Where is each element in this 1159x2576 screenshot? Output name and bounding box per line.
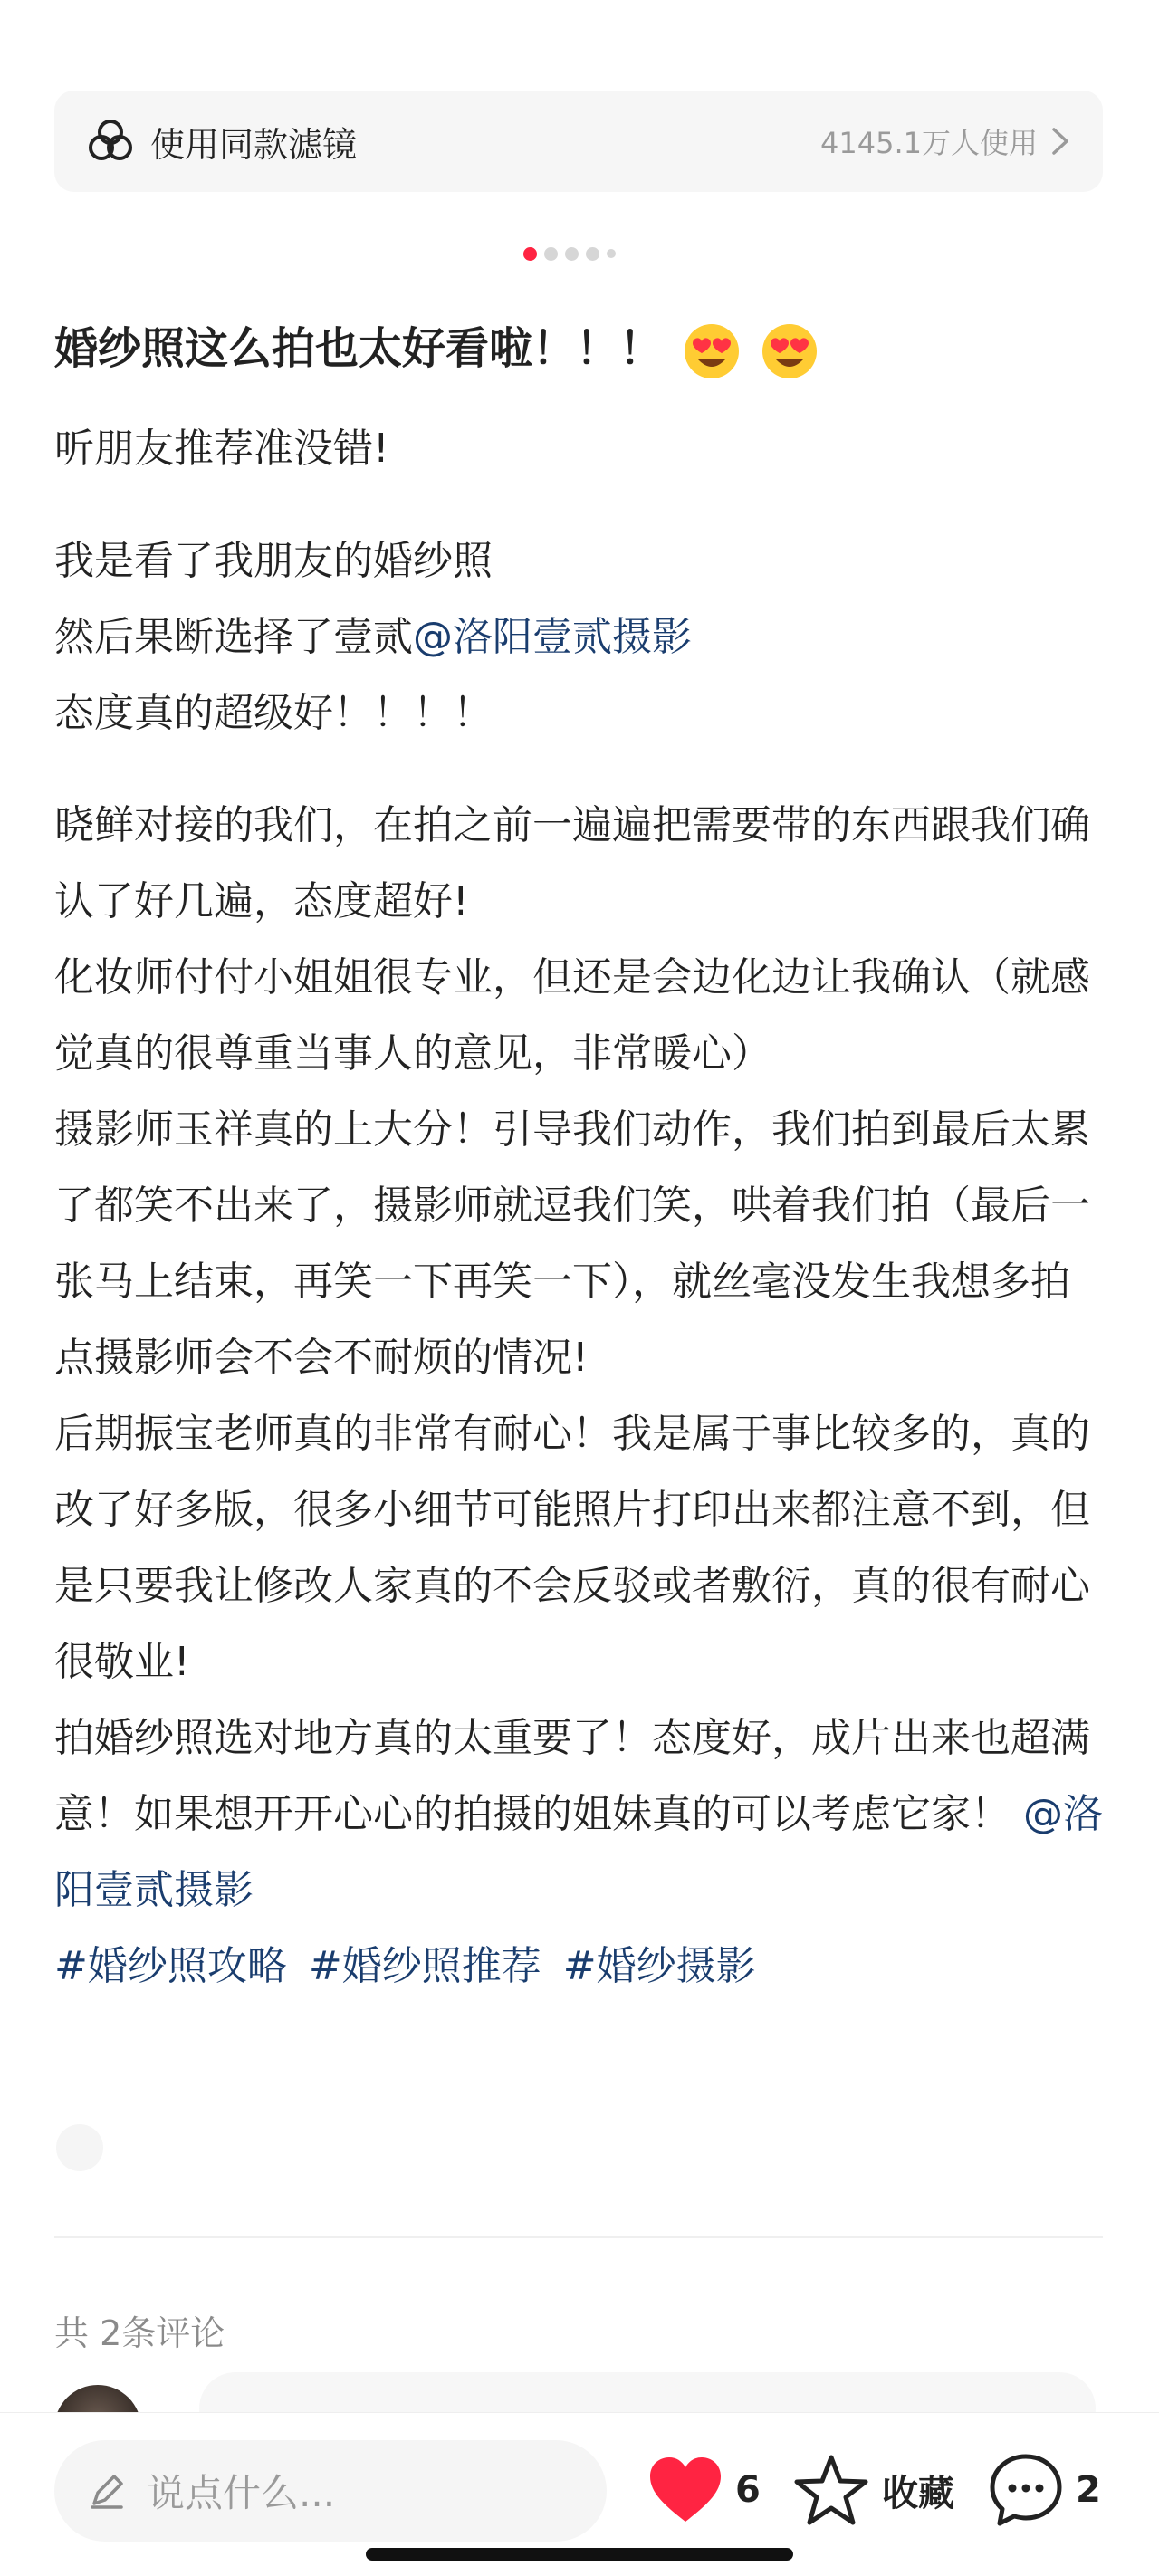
mention-link[interactable]: @洛阳壹贰摄影 — [413, 614, 692, 660]
faded-placeholder — [56, 2124, 103, 2171]
comment-input-placeholder: 说点什么... — [147, 2471, 336, 2515]
favorite-label: 收藏 — [882, 2472, 954, 2514]
post-paragraph-line — [54, 599, 1105, 675]
post-paragraph-line: 我是看了我朋友的婚纱照 — [54, 538, 493, 584]
post-paragraph: 化妆师付付小姐姐很专业，但还是会边化边让我确认（就感觉真的很尊重当事人的意见，非常暖心） — [54, 954, 1090, 1077]
pencil-icon — [85, 2469, 129, 2513]
divider — [54, 2236, 1103, 2238]
heart-eyes-emoji-icon — [760, 321, 819, 381]
star-icon — [793, 2452, 869, 2528]
comment-count-label: 共 2条评论 — [54, 2313, 225, 2353]
hashtag-row — [54, 1929, 1105, 2005]
same-filter-bar[interactable] — [54, 91, 1103, 192]
heart-icon — [647, 2455, 724, 2525]
carousel-dot — [565, 247, 579, 261]
hashtag-link[interactable]: #婚纱摄影 — [562, 1943, 756, 1989]
post-paragraph-line: 态度真的超级好！！！！ — [54, 690, 493, 736]
comment-count: 2 — [1076, 2469, 1101, 2511]
heart-eyes-emoji-icon — [682, 321, 742, 381]
hashtag-link[interactable]: #婚纱照攻略 — [54, 1943, 287, 1989]
post-subtitle: 听朋友推荐准没错! — [54, 426, 389, 472]
carousel-dot — [586, 247, 599, 261]
carousel-dot — [544, 247, 558, 261]
post-paragraph — [54, 1700, 1105, 1929]
filter-icon — [85, 116, 136, 167]
hashtag-link[interactable]: #婚纱照推荐 — [308, 1943, 541, 1989]
filter-label: 使用同款滤镜 — [150, 124, 358, 165]
post-text: 然后果断选择了壹贰 — [54, 614, 413, 660]
post-paragraph: 后期振宝老师真的非常有耐心！我是属于事比较多的，真的改了好多版，很多小细节可能照片打印出来都注意不到，但是只要我让修改人家真的不会反驳或者敷衍，真的很有耐心很敬业! — [54, 1411, 1090, 1685]
comment-button[interactable] — [987, 2449, 1101, 2531]
like-button[interactable] — [647, 2449, 761, 2531]
post-title: 婚纱照这么拍也太好看啦！！！ — [54, 323, 664, 374]
filter-usage-count — [820, 120, 1070, 162]
favorite-button[interactable] — [793, 2449, 954, 2531]
chevron-right-icon — [1050, 126, 1070, 157]
post-body — [54, 411, 1105, 2005]
post-title-line — [54, 317, 1105, 381]
carousel-dot-active — [523, 247, 537, 261]
comment-bubble-icon — [987, 2451, 1065, 2529]
comment-input[interactable] — [54, 2440, 607, 2542]
filter-usage-text: 4145.1万人使用 — [820, 126, 1038, 160]
like-count: 6 — [735, 2469, 761, 2511]
post-paragraph: 晓鲜对接的我们，在拍之前一遍遍把需要带的东西跟我们确认了好几遍，态度超好! — [54, 802, 1090, 924]
carousel-indicator — [523, 246, 616, 261]
home-indicator — [366, 2548, 793, 2561]
mention-link[interactable]: @洛阳壹贰摄影 — [54, 1791, 1103, 1913]
post-text: 拍婚纱照选对地方真的太重要了！态度好，成片出来也超满意！如果想开开心心的拍摄的姐妹真的可以考虑它家！ — [54, 1715, 1090, 1837]
carousel-dot — [607, 249, 616, 258]
post-paragraph: 摄影师玉祥真的上大分！引导我们动作，我们拍到最后太累了都笑不出来了，摄影师就逗我们笑，哄着我们拍（最后一张马上结束，再笑一下再笑一下），就丝毫没发生我想多拍点摄影师会不会不耐烦的情况! — [54, 1106, 1090, 1381]
